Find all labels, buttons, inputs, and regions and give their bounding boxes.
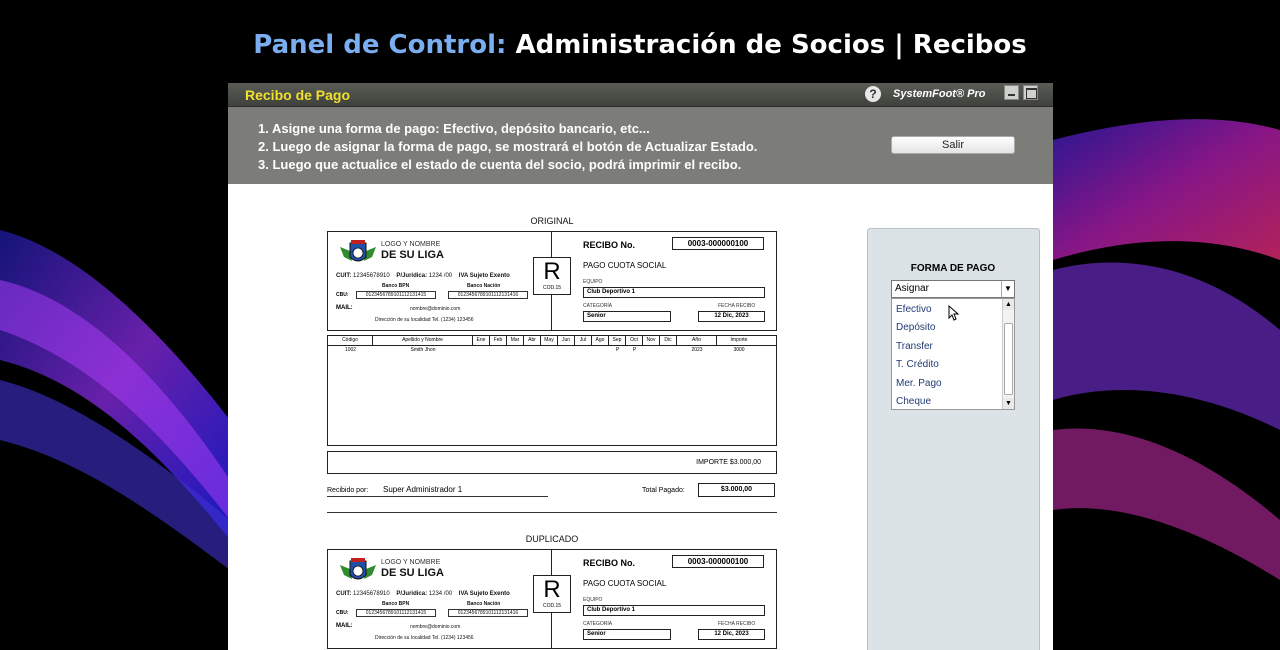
receipt-window: [228, 83, 1053, 650]
option-t-credito[interactable]: T. Crédito: [896, 359, 939, 371]
iva-label: IVA Sujeto Exento: [458, 273, 510, 279]
equipo-field: Club Deportivo 1: [583, 287, 765, 298]
col-header: Sep: [609, 336, 626, 345]
equipo-caption: EQUIPO: [583, 597, 603, 603]
fecha-field: 12 Dic, 2023: [698, 629, 765, 640]
recibido-value: Super Administrador 1: [383, 485, 463, 494]
brand-logo: SystemFoot® Pro: [893, 88, 986, 100]
divider: [327, 512, 777, 513]
col-header: Importe: [730, 337, 748, 343]
table-cell: [507, 346, 524, 355]
mail-value: nombre@dominio.com: [410, 306, 461, 312]
receipt-header-original: [327, 231, 777, 331]
col-header: Apellido y Nombre: [373, 336, 473, 345]
help-icon[interactable]: ?: [865, 86, 881, 102]
fecha-caption: FECHA RECIBO: [718, 303, 756, 309]
col-header: Dic: [660, 336, 677, 345]
col-header: Jun: [558, 336, 575, 345]
table-cell: [660, 346, 677, 355]
payment-method-title: FORMA DE PAGO: [910, 263, 996, 274]
select-value: Asignar: [895, 283, 929, 294]
col-header: Ago: [592, 336, 609, 345]
logo-line2: DE SU LIGA: [381, 567, 444, 579]
table-cell: Smith Jhon: [410, 347, 436, 353]
mail-label: MAIL:: [336, 305, 353, 311]
table-cell: 2023: [691, 347, 703, 353]
importe-text: IMPORTE $3.000,00: [696, 459, 761, 466]
categoria-field: Senior: [583, 311, 671, 322]
mail-label: MAIL:: [336, 623, 353, 629]
window-title: Recibo de Pago: [245, 87, 351, 103]
cbu-box-1: 0123456789101112131415: [356, 291, 436, 299]
table-cell: [643, 346, 660, 355]
receipt-league-info: [328, 232, 552, 330]
recibo-number: 0003-000000100: [672, 555, 764, 568]
option-efectivo[interactable]: Efectivo: [896, 304, 932, 315]
cbu-box-2: 0123456789101112131416: [448, 291, 528, 299]
table-cell: [473, 346, 490, 355]
tax-info-row: [336, 591, 510, 597]
col-header: Abr: [524, 336, 541, 345]
col-header: Jul: [575, 336, 592, 345]
table-cell: P: [615, 347, 620, 353]
cuit-value: 12345678910: [353, 273, 390, 279]
exit-button[interactable]: Salir: [891, 136, 1015, 154]
equipo-caption: EQUIPO: [583, 279, 603, 285]
cbu-label: CBU:: [336, 292, 349, 298]
heading-text: Administración de Socios | Recibos: [515, 30, 1027, 60]
equipo-field: Club Deportivo 1: [583, 605, 765, 616]
pj-label: P/Juridica:: [396, 591, 428, 597]
payment-concept: PAGO CUOTA SOCIAL: [583, 261, 667, 270]
categoria-field: Senior: [583, 629, 671, 640]
heading-accent: Panel de Control:: [253, 30, 507, 60]
col-header: Nov: [643, 336, 660, 345]
table-header: [328, 336, 776, 346]
instruction-item: 3. Luego que actualice el estado de cuenta del socio, podrá imprimir el recibo.: [258, 157, 742, 172]
table-cell: [592, 346, 609, 355]
option-cheque[interactable]: Cheque: [896, 395, 932, 407]
col-header: Mar: [507, 336, 524, 345]
tax-info-row: [336, 273, 510, 279]
table-cell: [558, 346, 575, 355]
recibo-label: RECIBO No.: [583, 558, 636, 568]
receipt-details: [552, 232, 776, 330]
scroll-up-icon[interactable]: ▲: [1003, 299, 1014, 310]
instruction-item: 2. Luego de asignar la forma de pago, se mostrará el botón de Actualizar Estado.: [258, 139, 758, 154]
table-row: [328, 346, 776, 355]
receipt-details: [552, 550, 776, 648]
receipt-type-box: [533, 257, 571, 295]
cbu-box-2: 0123456789101112131416: [448, 609, 528, 617]
categoria-caption: CATEGORÍA: [583, 303, 613, 309]
mail-value: nombre@dominio.com: [410, 624, 461, 630]
cbu-label: CBU:: [336, 610, 349, 616]
logo-line1: LOGO Y NOMBRE: [381, 559, 441, 566]
payment-concept: PAGO CUOTA SOCIAL: [583, 579, 667, 588]
option-transfer[interactable]: Transfer: [896, 340, 933, 352]
dropdown-scrollbar[interactable]: [1002, 299, 1014, 409]
pj-value: 1234 /00: [428, 591, 453, 597]
categoria-caption: CATEGORÍA: [583, 621, 613, 627]
receipt-header-duplicado: [327, 549, 777, 649]
receipt-type-code: COD.15: [542, 603, 562, 609]
table-cell: P: [632, 347, 637, 353]
payment-method-select[interactable]: [891, 280, 1015, 298]
fecha-field: 12 Dic, 2023: [698, 311, 765, 322]
col-header: Oct: [626, 336, 643, 345]
recibo-label: RECIBO No.: [583, 240, 636, 250]
fecha-caption: FECHA RECIBO: [718, 621, 756, 627]
table-cell: 3000: [733, 347, 745, 353]
table-cell: [490, 346, 507, 355]
total-value: $3.000,00: [698, 483, 775, 497]
importe-box: [327, 451, 777, 474]
instructions-bar: [228, 107, 1053, 184]
recibido-label: Recibido por:: [327, 487, 369, 494]
col-header: Año: [677, 336, 717, 345]
chevron-down-icon[interactable]: ▼: [1001, 281, 1014, 297]
maximize-icon[interactable]: [1023, 85, 1038, 100]
table-cell: [575, 346, 592, 355]
receipt-type-letter: R: [543, 258, 561, 285]
signature-line: [327, 496, 548, 497]
scroll-down-icon[interactable]: ▼: [1003, 398, 1014, 409]
mouse-cursor-icon: [948, 305, 960, 321]
scroll-thumb[interactable]: [1004, 323, 1013, 395]
pj-label: P/Juridica:: [396, 273, 428, 279]
recibo-number: 0003-000000100: [672, 237, 764, 250]
received-row: [327, 483, 777, 503]
col-header: May: [541, 336, 558, 345]
cbu-box-1: 0123456789101112131415: [356, 609, 436, 617]
option-mer-pago[interactable]: Mer. Pago: [896, 377, 942, 389]
bank-label-2: Banco Nación: [467, 601, 501, 607]
address-text: Dirección de su localidad Tel. (1234) 123456: [375, 317, 474, 323]
col-header: Código: [328, 336, 373, 345]
address-text: Dirección de su localidad Tel. (1234) 123456: [375, 635, 474, 641]
bank-label-1: Banco BPN: [382, 601, 410, 607]
option-deposito[interactable]: Depósito: [896, 322, 936, 334]
duplicado-label: DUPLICADO: [525, 534, 579, 544]
receipt-type-letter: R: [543, 576, 561, 603]
table-cell: 1002: [344, 347, 357, 353]
iva-label: IVA Sujeto Exento: [458, 591, 510, 597]
league-logo-icon: [338, 555, 378, 585]
pj-value: 1234 /00: [428, 273, 453, 279]
receipt-type-code: COD.15: [542, 285, 562, 291]
league-logo-icon: [338, 237, 378, 267]
receipt-type-box: [533, 575, 571, 613]
col-header: Ene: [473, 336, 490, 345]
total-label: Total Pagado:: [642, 487, 685, 494]
original-label: ORIGINAL: [530, 216, 574, 226]
logo-line2: DE SU LIGA: [381, 249, 444, 261]
instruction-item: 1. Asigne una forma de pago: Efectivo, depósito bancario, etc...: [258, 121, 650, 136]
cuit-label: CUIT:: [336, 591, 352, 597]
title-bar: [228, 83, 1053, 107]
payment-method-panel: [867, 228, 1040, 650]
col-header: Feb: [490, 336, 507, 345]
minimize-icon[interactable]: [1004, 85, 1019, 100]
cuit-value: 12345678910: [353, 591, 390, 597]
logo-line1: LOGO Y NOMBRE: [381, 241, 441, 248]
page-heading: [0, 30, 1280, 60]
bank-label-2: Banco Nación: [467, 283, 501, 289]
cuit-label: CUIT:: [336, 273, 352, 279]
items-table: [327, 335, 777, 446]
bank-label-1: Banco BPN: [382, 283, 410, 289]
receipt-league-info: [328, 550, 552, 648]
table-cell: [524, 346, 541, 355]
table-cell: [541, 346, 558, 355]
